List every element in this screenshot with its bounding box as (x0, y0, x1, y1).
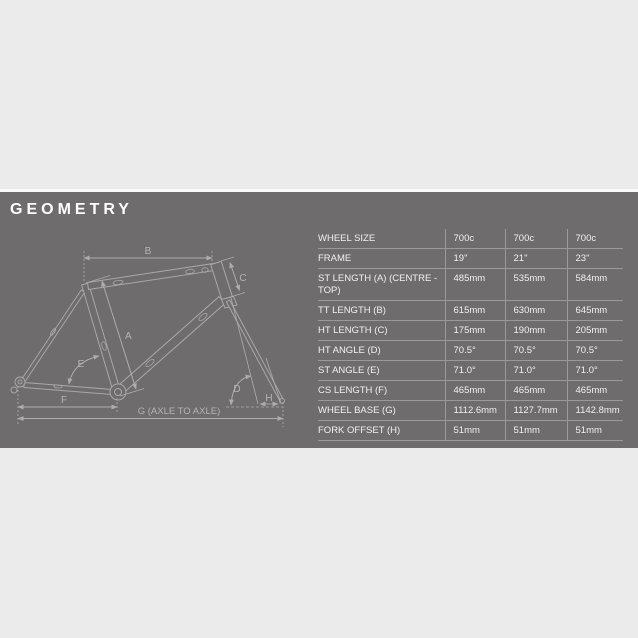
table-row (318, 361, 623, 381)
row-value: 465mm (445, 381, 505, 401)
row-value: 70.5° (505, 341, 567, 361)
row-label: ST ANGLE (E) (318, 361, 445, 381)
row-value: 205mm (567, 321, 623, 341)
row-value: 71.0° (505, 361, 567, 381)
dim-label-b: B (144, 246, 152, 257)
dim-label-d: D (233, 384, 241, 395)
geometry-table (318, 229, 623, 441)
table-row (318, 401, 623, 421)
table-row (318, 321, 623, 341)
row-label: TT LENGTH (B) (318, 301, 445, 321)
row-value: 700c (567, 229, 623, 249)
geometry-section (0, 192, 638, 448)
row-value: 23" (567, 249, 623, 269)
row-value: 1127.7mm (505, 401, 567, 421)
row-value: 51mm (567, 421, 623, 441)
row-value: 584mm (567, 269, 623, 301)
row-value: 1112.6mm (445, 401, 505, 421)
row-value: 19" (445, 249, 505, 269)
dim-label-a: A (125, 331, 132, 342)
row-value: 71.0° (445, 361, 505, 381)
dim-label-g: G (AXLE TO AXLE) (137, 406, 221, 417)
row-value: 70.5° (445, 341, 505, 361)
row-value: 465mm (505, 381, 567, 401)
row-value: 535mm (505, 269, 567, 301)
row-label: WHEEL BASE (G) (318, 401, 445, 421)
dim-label-h: H (265, 393, 273, 404)
table-row (318, 301, 623, 321)
row-value: 71.0° (567, 361, 623, 381)
dim-label-e: E (77, 359, 85, 370)
dim-label-f: F (60, 395, 68, 406)
row-value: 645mm (567, 301, 623, 321)
row-label: WHEEL SIZE (318, 229, 445, 249)
row-value: 700c (445, 229, 505, 249)
row-label: CS LENGTH (F) (318, 381, 445, 401)
row-value: 485mm (445, 269, 505, 301)
row-value: 190mm (505, 321, 567, 341)
row-label: FORK OFFSET (H) (318, 421, 445, 441)
table-row (318, 229, 623, 249)
row-value: 700c (505, 229, 567, 249)
row-label: ST LENGTH (A) (CENTRE - TOP) (318, 269, 445, 301)
dim-label-c: C (239, 273, 247, 284)
section-title: GEOMETRY (10, 201, 133, 218)
table-row (318, 421, 623, 441)
row-value: 615mm (445, 301, 505, 321)
row-label: FRAME (318, 249, 445, 269)
row-label: HT ANGLE (D) (318, 341, 445, 361)
row-value: 70.5° (567, 341, 623, 361)
table-row (318, 341, 623, 361)
row-value: 630mm (505, 301, 567, 321)
row-value: 175mm (445, 321, 505, 341)
row-label: HT LENGTH (C) (318, 321, 445, 341)
table-row (318, 269, 623, 301)
table-row (318, 249, 623, 269)
row-value: 1142.8mm (567, 401, 623, 421)
row-value: 21" (505, 249, 567, 269)
row-value: 51mm (505, 421, 567, 441)
row-value: 465mm (567, 381, 623, 401)
table-row (318, 381, 623, 401)
row-value: 51mm (445, 421, 505, 441)
